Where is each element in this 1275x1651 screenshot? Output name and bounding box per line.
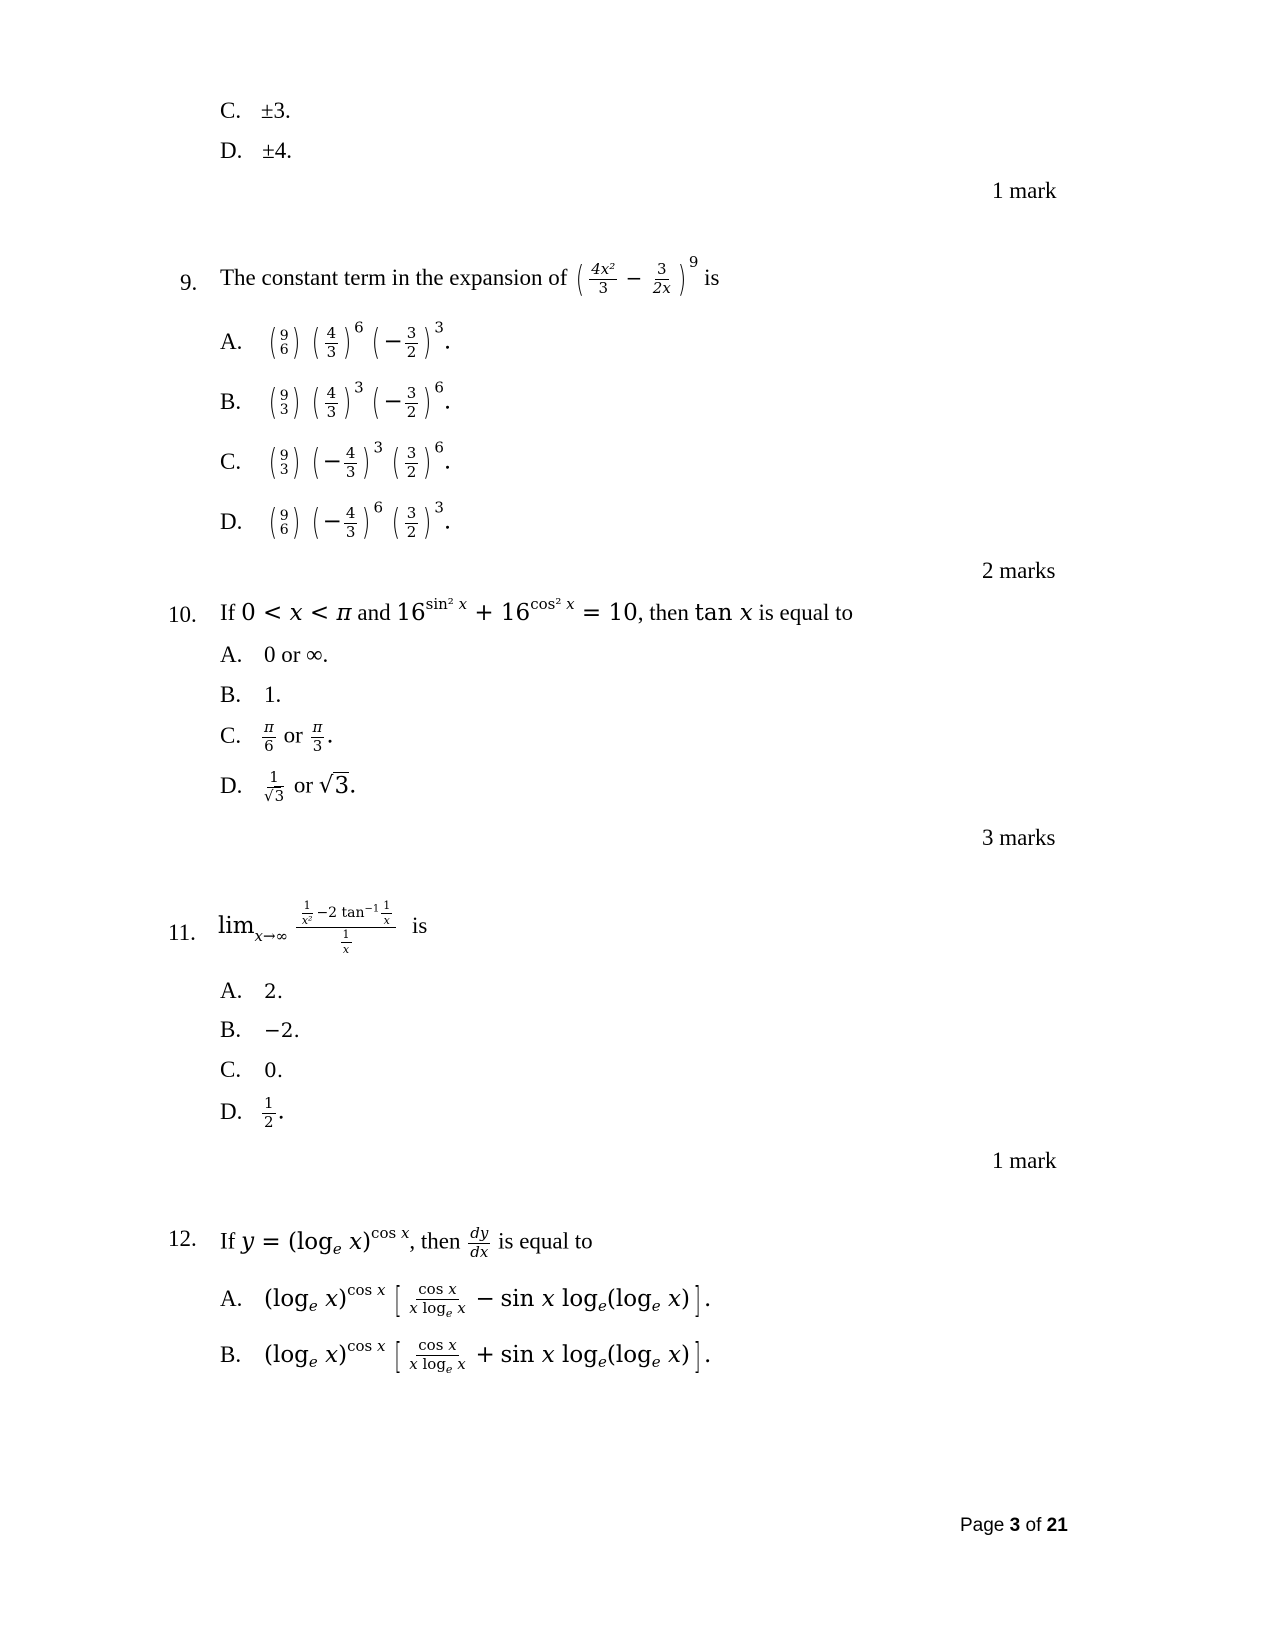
marks-label: 1 mark: [992, 178, 1057, 203]
question-12-number: 12.: [168, 1226, 197, 1251]
option-letter: B.: [220, 1017, 242, 1042]
if-word: If: [220, 600, 236, 625]
binom-bottom: 6: [279, 522, 289, 539]
q11-option-c: [220, 1057, 283, 1083]
marks-label: 3 marks: [982, 825, 1056, 850]
and-word: and: [357, 600, 391, 625]
option-letter: D.: [220, 1098, 243, 1124]
option-text: 1.: [264, 682, 282, 707]
frac-den: 3: [345, 462, 356, 481]
frac-num: 3: [406, 324, 417, 342]
then-word: , then: [409, 1228, 461, 1254]
exponent: 6: [354, 318, 364, 337]
q9-option-d: D. ( 9 6 ) ( − $\frac{4}{3}$ ) $^6$ ( $\frac{3}{2}$ ) $^3$.: [220, 498, 452, 544]
frac-den: 3: [326, 342, 337, 361]
question-11-number: 11.: [168, 920, 196, 945]
question-11-stem: $\lim_{x\to\infty}$ $\frac{1}{\text{x²}}$ −2 $\tan^{-1}$ $\frac{1}{x}$ $\frac{1}{x}$ is: [218, 899, 428, 956]
option-letter: C.: [220, 98, 242, 123]
option-text: 0 or ∞.: [264, 642, 329, 667]
binom-bottom: 3: [279, 402, 289, 419]
option-letter: C.: [220, 448, 242, 474]
frac-num: 4: [326, 324, 337, 342]
frac-num: 4: [345, 504, 356, 522]
then-word: , then: [637, 600, 689, 625]
binom-top: 9: [279, 507, 289, 524]
page-number: 3: [1009, 1515, 1021, 1536]
binom-bottom: 3: [279, 462, 289, 479]
option-text: ±4.: [262, 138, 292, 163]
marks-label: 1 mark: [992, 1148, 1057, 1173]
option-text: ±3.: [260, 98, 291, 123]
lim-word: lim: [218, 912, 255, 939]
frac-den: 2: [406, 402, 417, 421]
option-d: [220, 138, 292, 164]
of-word: of: [1025, 1515, 1042, 1536]
page-word: Page: [960, 1515, 1005, 1536]
option-letter: D.: [220, 138, 243, 163]
exponent: 3: [373, 438, 383, 457]
q11-option-d: D. $\frac{1}{2}$ .: [220, 1094, 285, 1131]
question-10-number: 10.: [168, 602, 197, 627]
page-footer: [960, 1515, 1068, 1537]
frac-den: 3: [345, 522, 356, 541]
q12-option-a: A. ($\log_e$ x)$^{cos x}$ [ $\frac{\text{cos x}}{x \log_e x}$ − sin x $\log_e(\log_e$ x)] .: [220, 1279, 712, 1321]
q9-option-a: A. ( 9 6 ) ( $\frac{4}{3}$ ) $^6$ ( − $\frac{3}{2}$ ) $^3$.: [220, 318, 452, 364]
question-9-number: 9.: [180, 270, 198, 295]
option-text: 2.: [264, 979, 284, 1003]
stem-text: The constant term in the expansion of: [220, 265, 568, 290]
lim-subscript: x→∞: [254, 926, 289, 945]
q10-option-d: D. $\frac{1}{√3}$ or √3.: [220, 768, 357, 805]
frac-den: 3: [326, 402, 337, 421]
frac-num: 3: [406, 384, 417, 402]
exponent: 3: [354, 378, 364, 397]
exponent: 6: [434, 378, 444, 397]
stem-end: is: [704, 265, 720, 290]
exponent: 6: [434, 438, 444, 457]
is-equal-to: is equal to: [498, 1228, 593, 1254]
q9-option-b: B. ( 9 3 ) ( $\frac{4}{3}$ ) $^3$ ( − $\frac{3}{2}$ ) $^6$.: [220, 378, 452, 424]
question-9-stem: The constant term in the expansion of ( $\frac{\text{4x²}}{3}$ − $\frac{3}{2x}$ ) $^9$ is: [220, 253, 720, 300]
q12-option-b: B. ($\log_e$ x)$^{cos x}$ [ $\frac{\text{cos x}}{x \log_e x}$ + sin x $\log_e(\log_e$ x)] .: [220, 1335, 712, 1377]
frac-den: 2: [406, 522, 417, 541]
option-c: [220, 98, 291, 124]
option-letter: B.: [220, 682, 242, 707]
q11-option-a: [220, 978, 283, 1004]
frac-num: 3: [406, 444, 417, 462]
exponent: 3: [434, 318, 444, 337]
binom-top: 9: [279, 387, 289, 404]
option-letter: D.: [220, 772, 243, 798]
option-letter: C.: [220, 722, 242, 748]
sign: −: [475, 1285, 495, 1312]
binom-top: 9: [279, 447, 289, 464]
option-letter: C.: [220, 1057, 242, 1082]
option-text: −2.: [264, 1018, 300, 1042]
marks-label: 2 marks: [982, 558, 1056, 583]
or-word: or: [283, 722, 303, 748]
frac-num: 3: [406, 504, 417, 522]
outer-exponent: 9: [688, 253, 699, 271]
page-total: 21: [1046, 1515, 1068, 1536]
option-letter: A.: [220, 328, 243, 354]
option-text: 0.: [264, 1058, 284, 1082]
option-letter: B.: [220, 388, 242, 414]
q9-option-c: C. ( 9 3 ) ( − $\frac{4}{3}$ ) $^3$ ( $\frac{3}{2}$ ) $^6$.: [220, 438, 452, 484]
q11-option-b: [220, 1017, 300, 1043]
frac-num: 4: [345, 444, 356, 462]
frac-num: 4: [326, 384, 337, 402]
is-word: is: [412, 912, 428, 938]
binom-bottom: 6: [279, 342, 289, 359]
or-word: or: [293, 772, 314, 798]
frac-den: 2: [406, 342, 417, 361]
question-12-stem: If $y = (\log_e$ x)$^{cos x}$, then $\frac{dy}{dx}$ is equal to: [220, 1223, 593, 1261]
q10-option-a: [220, 642, 328, 668]
q10-option-c: C. $\frac{\pi}{6}$ or $\frac{\pi}{3}$ .: [220, 718, 334, 755]
option-letter: B.: [220, 1341, 242, 1367]
option-letter: A.: [220, 642, 243, 667]
option-letter: A.: [220, 978, 243, 1003]
is-equal-to: is equal to: [758, 600, 853, 625]
q10-option-b: [220, 682, 281, 708]
exponent: 3: [434, 498, 444, 517]
sign: +: [475, 1341, 495, 1368]
option-letter: A.: [220, 1285, 243, 1311]
question-10-stem: If 0 < x < π and $16^{sin^2 x} + 16^{cos^2 x} = 10$, then tan x is equal to: [220, 595, 853, 626]
binom-top: 9: [279, 327, 289, 344]
frac-den: 2: [406, 462, 417, 481]
option-letter: D.: [220, 508, 243, 534]
exponent: 6: [373, 498, 383, 517]
if-word: If: [220, 1228, 236, 1254]
